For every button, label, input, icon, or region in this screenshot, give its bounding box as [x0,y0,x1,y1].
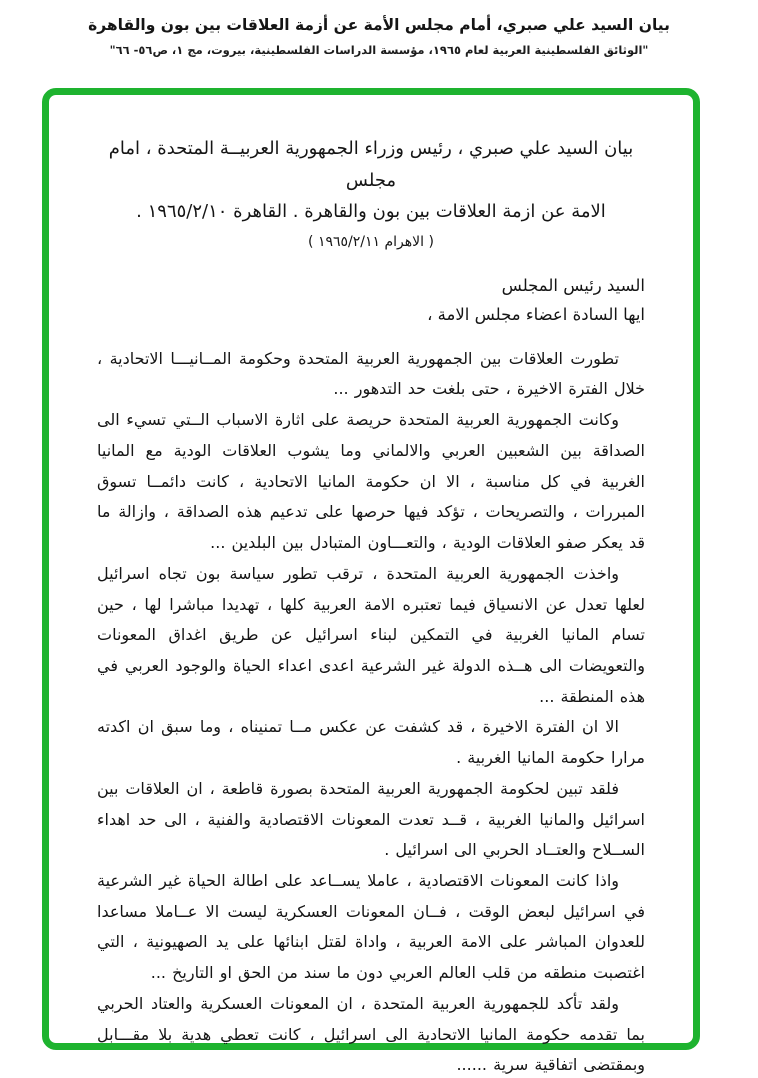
salutation-line1: السيد رئيس المجلس [501,276,645,295]
page-header [0,14,758,58]
document-body [97,344,645,1078]
paragraph: تطورت العلاقات بين الجمهورية العربية المتحدة وحكومة المــانيـــا الاتحادية ، خلال الفترة الاخيرة ، حتى بلغت حد التدهور ... [97,348,645,399]
paragraph: الا ان الفترة الاخيرة ، قد كشفت عن عكس مــا تمنيناه ، وما سبق ان اكدته مرارا حكومة المانيا الغربية . [97,717,645,768]
page-header-title: بيان السيد علي صبري، أمام مجلس الأمة عن أزمة العلاقات بين بون والقاهرة [88,16,670,34]
salutation-line2: ايها السادة اعضاء مجلس الامة ، [427,304,645,324]
paragraph: وكانت الجمهورية العربية المتحدة حريصة على اثارة الاسباب الــتي تسيء الى الصداقة بين الشعبين العربي والالماني وما يشوب العلاقات الودية مع المانيا الغربية في كل مناسبة ، الا ان حكومة المانيا الاتحادية ، كانت دائمــا تسوق المبررات ، والتصريحات ، تؤكد فيها حرصها على تدعيم هذه الصداقة ، وازالة ما قد يعكر صفو العلاقات الودية ، والتعـــاون المتبادل بين البلدين ... [97,410,645,553]
green-highlight-frame [42,88,700,1075]
document-source-citation: ( الاهرام ١٩٦٥/٢/١١ ) [308,233,434,250]
salutation-block [97,272,645,330]
paragraph: ولقد تأكد للجمهورية العربية المتحدة ، ان المعونات العسكرية والعتاد الحربي بما تقدمه حكومة المانيا الاتحادية الى اسرائيل ، كانت تعطي هدية بلا مقـــابل وبمقتضى اتفاقية سرية ...... [97,993,645,1075]
paragraph: فلقد تبين لحكومة الجمهورية العربية المتحدة بصورة قاطعة ، ان العلاقات بين اسرائيل والمانيا الغربية ، قــد تعدت المعونات الاقتصادية والفنية ، الى حد اهداء الســلاح والعتــاد الحربي الى اسرائيل . [97,778,645,860]
paragraph: واذا كانت المعونات الاقتصادية ، عاملا يســاعد على اطالة الحياة غير الشرعية في اسرائيل لبعض الوقت ، فــان المعونات العسكرية ليست الا عــاملا مساعدا للعدوان المباشر على الامة العربية ، واداة لقتل ابنائها على يد الصهيونية ، التي اغتصبت منطقه من قلب العالم العربي دون ما سند من الحق او التاريخ ... [97,870,645,983]
scanned-document-content [49,95,693,1075]
document-title-line1: بيان السيد علي صبري ، رئيس وزراء الجمهورية العربيــة المتحدة ، امام مجلس [108,138,634,191]
paragraph: واخذت الجمهورية العربية المتحدة ، ترقب تطور سياسة بون تجاه اسرائيل لعلها تعدل عن الانسياق فيما تعتبره الامة العربية كلها ، تهديدا مباشرا لها ، حين تسام المانيا الغربية في التمكين لبناء اسرائيل عن طريق اغداق المعونات والتعويضات الى هــذه الدولة غير الشرعية اعدى اعداء الحياة والوجود العربي في هذه المنطقة ... [97,563,645,706]
page-header-source: "الوثائق الفلسطينية العربية لعام ١٩٦٥، مؤسسة الدراسات الفلسطينية، بيروت، مج ١، ص٥٦- ٦٦" [109,43,649,58]
document-title-line2: الامة عن ازمة العلاقات بين بون والقاهرة . القاهرة ١٩٦٥/٢/١٠ . [136,201,606,222]
document-title [103,133,639,254]
